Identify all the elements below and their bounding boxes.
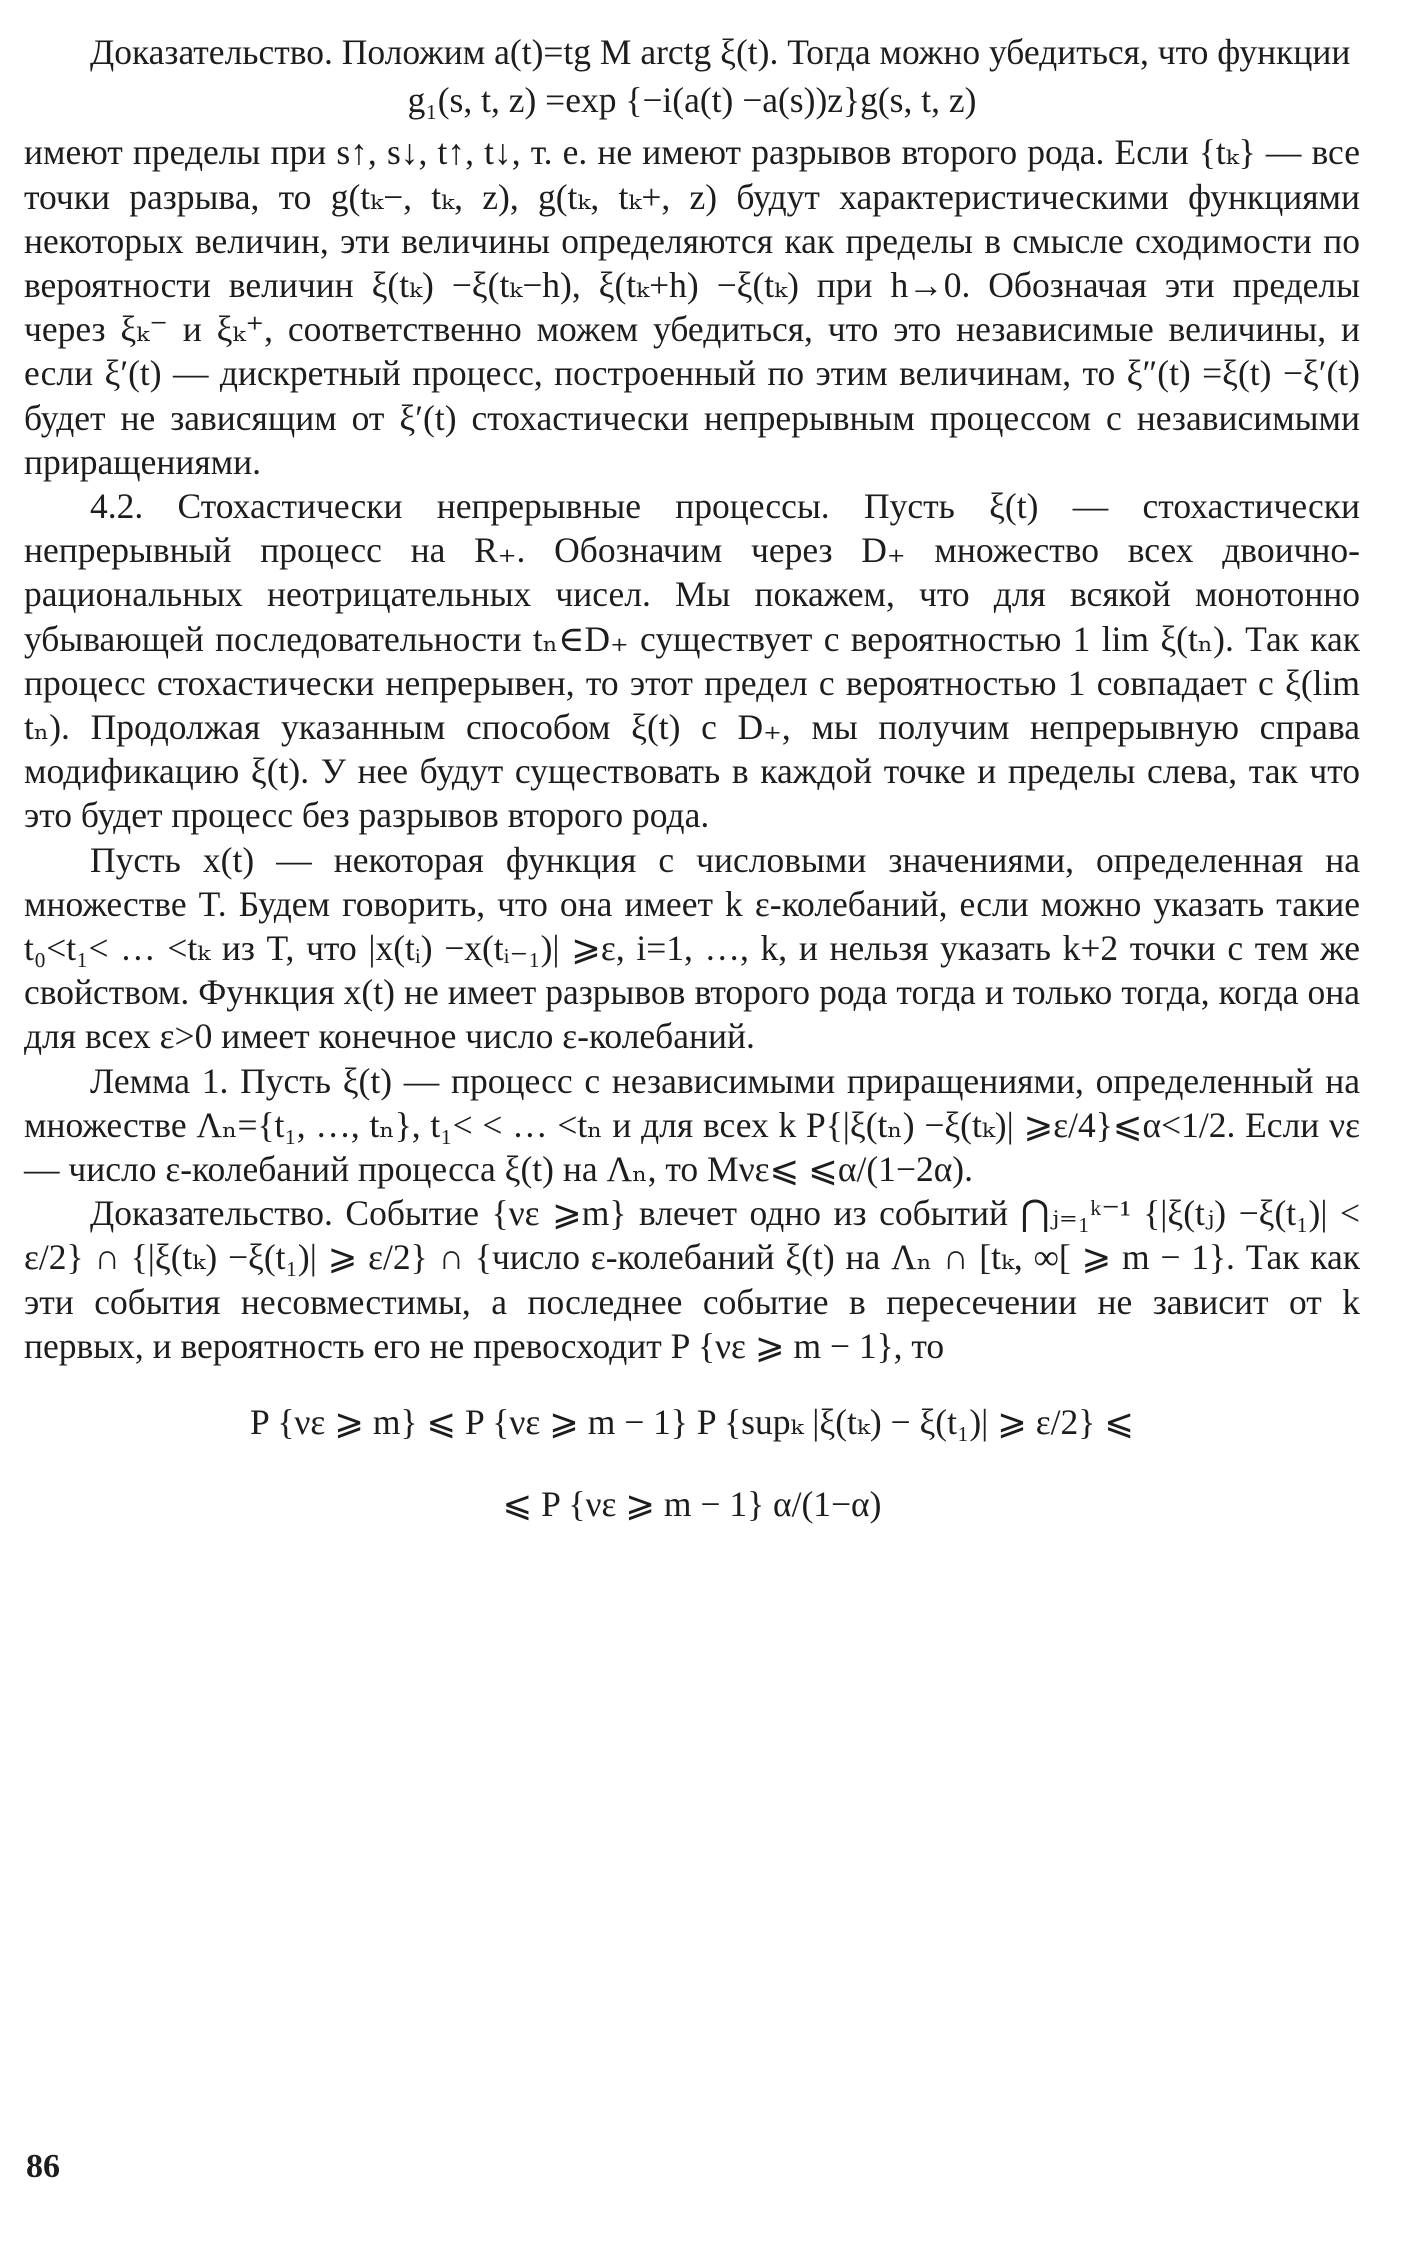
proof-paragraph-2: Доказательство. Событие {νε ⩾m} влечет одно из событий ⋂ⱼ₌₁ᵏ⁻¹ {|ξ(tⱼ) −ξ(t₁)| < ε/2} ∩ {|ξ(tₖ) −ξ(t₁)| ⩾ ε/2} ∩ {число ε-колебаний ξ(t) на Λₙ ∩ [tₖ, ∞[ ⩾ m − 1}. Так как эти события несовместимы, а последнее событие в пересечении не зависит от k первых, и вероятность его не превосходит P {νε ⩾ m − 1}, то: [24, 1193, 1360, 1366]
paragraph-limits: имеют пределы при s↑, s↓, t↑, t↓, т. е. не имеют разрывов второго рода. Если {tₖ} — все точки разрыва, то g(tₖ−, tₖ, z), g(tₖ, tₖ+, z) будут характеристическими функциями некоторых величин, эти величины определяются как пределы в смысле сходимости по вероятности величин ξ(tₖ) −ξ(tₖ−h), ξ(tₖ+h) −ξ(tₖ) при h→0. Обозначая эти пределы через ξₖ⁻ и ξₖ⁺, соответственно можем убедиться, что это независимые величины, и если ξ′(t) — дискретный процесс, построенный по этим величинам, то ξ″(t) =ξ(t) −ξ′(t) будет не зависящим от ξ′(t) стохастически непрерывным процессом с независимыми приращениями.: [24, 132, 1360, 482]
proof-paragraph-1: Доказательство. Положим a(t)=tg M arctg ξ(t). Тогда можно убедиться, что функции: [90, 32, 1351, 72]
lemma-1-paragraph: Лемма 1. Пусть ξ(t) — процесс с независимыми приращениями, определенный на множестве Λₙ={t₁, …, tₙ}, t₁< < … <tₙ и для всех k P{|ξ(tₙ) −ξ(tₖ)| ⩾ε/4}⩽α<1/2. Если νε — число ε-колебаний процесса ξ(t) на Λₙ, то Mνε⩽ ⩽α/(1−2α).: [24, 1060, 1360, 1190]
equation-probability-bound: P {νε ⩾ m} ⩽ P {νε ⩾ m − 1} P {supₖ |ξ(tₖ) − ξ(t₁)| ⩾ ε/2} ⩽: [250, 1402, 1134, 1443]
page-number: 86: [26, 2148, 60, 2185]
section-4-2-paragraph: 4.2. Стохастически непрерывные процессы. Пусть ξ(t) — стохастически непрерывный процесс на R₊. Обозначим через D₊ множество всех двоично-рациональных неотрицательных чисел. Мы покажем, что для всякой монотонно убывающей последовательности tₙ∈D₊ существует с вероятностью 1 lim ξ(tₙ). Так как процесс стохастически непрерывен, то этот предел с вероятностью 1 совпадает с ξ(lim tₙ). Продолжая указанным способом ξ(t) с D₊, мы получим непрерывную справа модификацию ξ(t). У нее будут существовать в каждой точке и пределы слева, так что это будет процесс без разрывов второго рода.: [24, 486, 1360, 836]
equation-g1: g₁(s, t, z) =exp {−i(a(t) −a(s))z}g(s, t, z): [407, 80, 977, 121]
epsilon-oscillation-paragraph: Пусть x(t) — некоторая функция с числовыми значениями, определенная на множестве T. Будем говорить, что она имеет k ε-колебаний, если можно указать такие t₀<t₁< … <tₖ из T, что |x(tᵢ) −x(tᵢ₋₁)| ⩾ε, i=1, …, k, и нельзя указать k+2 точки с тем же свойством. Функция x(t) не имеет разрывов второго рода тогда и только тогда, когда она для всех ε>0 имеет конечное число ε-колебаний.: [24, 839, 1360, 1057]
book-page: [24, 30, 1360, 2220]
equation-probability-bound-cont: ⩽ P {νε ⩾ m − 1} α/(1−α): [502, 1484, 882, 1525]
